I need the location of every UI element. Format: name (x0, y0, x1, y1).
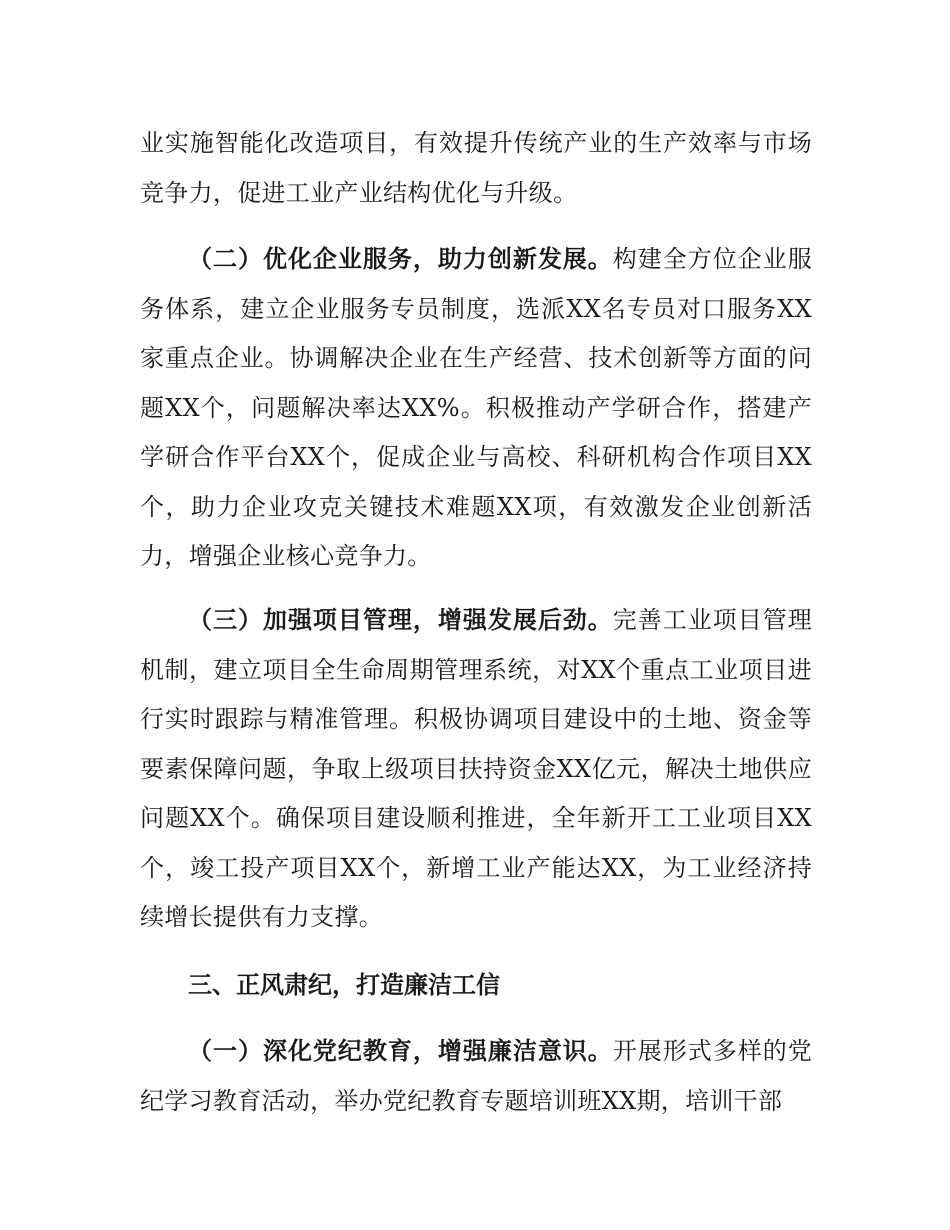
paragraph-body: 完善工业项目管理机制，建立项目全生命周期管理系统，对XX个重点工业项目进行实时跟踪与精准管理。积极协调项目建设中的土地、资金等要素保障问题，争取上级项目扶持资金XX亿元，解决土地供应问题XX个。确保项目建设顺利推进，全年新开工工业项目XX个，竣工投产项目XX个，新增工业产能达XX，为工业经济持续增长提供有力支撑。 (140, 606, 812, 931)
paragraph-body: 构建全方位企业服务体系，建立企业服务专员制度，选派XX名专员对口服务XX家重点企业。协调解决企业在生产经营、技术创新等方面的问题XX个，问题解决率达XX%。积极推动产学研合作，搭建产学研合作平台XX个，促成企业与高校、科研机构合作项目XX个，助力企业攻克关键技术难题XX项，有效激发企业创新活力，增强企业核心竞争力。 (140, 245, 812, 570)
section-heading: 三、正风肃纪，打造廉洁工信 (188, 971, 500, 999)
paragraph-section-3-1 (140, 1027, 812, 1126)
paragraph-body: 开展形式多样的党纪学习教育活动，举办党纪教育专题培训班XX期，培训干部 (140, 1037, 812, 1115)
paragraph-section-2-2 (140, 235, 812, 582)
paragraph-lead: （三）加强项目管理，增强发展后劲。 (188, 606, 613, 634)
paragraph-continuation (140, 119, 812, 218)
paragraph-lead: （一）深化党纪教育，增强廉洁意识。 (188, 1037, 613, 1065)
paragraph-lead: （二）优化企业服务，助力创新发展。 (188, 245, 613, 273)
paragraph-body: 业实施智能化改造项目，有效提升传统产业的生产效率与市场竞争力，促进工业产业结构优化与升级。 (140, 129, 812, 207)
paragraph-section-2-3 (140, 596, 812, 943)
